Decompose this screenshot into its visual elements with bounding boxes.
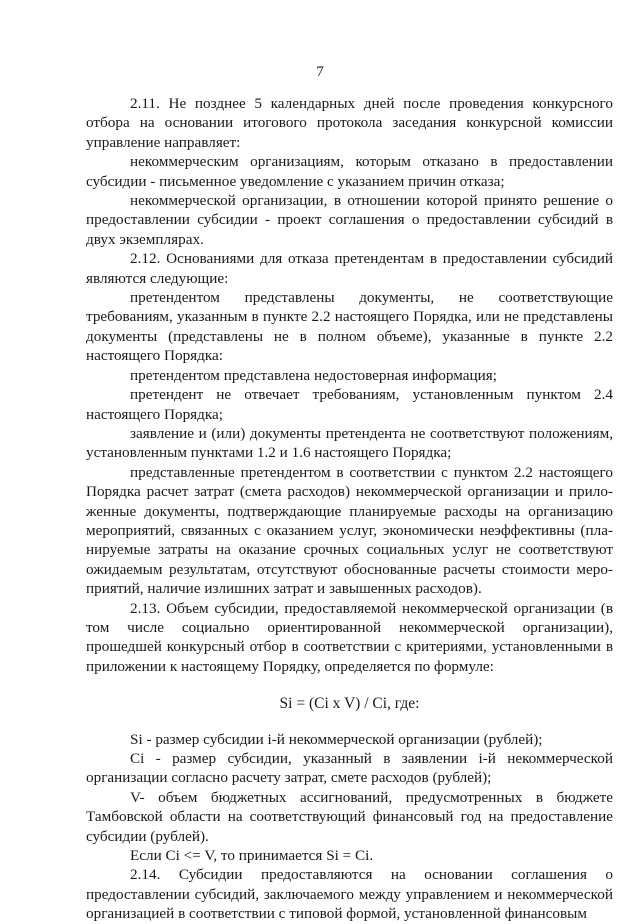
paragraph-2-13: 2.13. Объем субсидии, предоставляемой некоммерческой организации (в том числе социально ориентированной некоммерческой организации), прошедшей конкурсный отбор в соответствии с критериями, установленными в приложении к настоящему Порядку, определяется по формуле:: [86, 599, 613, 675]
paragraph-ci-condition: Если Ci <= V, то принимается Si = Ci.: [130, 847, 374, 865]
paragraph-cost-calculation: представленные претендентом в соответствии с пунктом 2.2 настоящего Порядка расчет затрат (смета расходов) некоммерческой организации и прило-женные документы, подтверждающие планируемые расходы на организацию мероприятий, связанных с оказанием услуг, экономически неэффективны (пла-нируемые затраты на оказание срочных социальных услуг не соответствуют ожидаемым результатам, отсутствуют обоснованные расчеты стоимости меро-приятий, наличие излишних затрат и завышенных расходов).: [86, 463, 613, 598]
paragraph-si-definition: Si - размер субсидии i-й некоммерческой организации (рублей);: [130, 730, 543, 748]
paragraph-refusal-notice: некоммерческим организациям, которым отказано в предоставлении субсидии - письменное уведомление с указанием причин отказа;: [86, 153, 613, 190]
document-body: [86, 94, 613, 924]
paragraph-documents-mismatch: претендентом представлены документы, не соответствующие требованиям, указанным в пункте 2.2 настоящего Порядка, или не представлены документы (представлены не в полном объеме), указанные в пункте 2.2 настоящего Порядка:: [86, 289, 613, 365]
paragraph-2-14: 2.14. Субсидии предоставляются на основании соглашения о предоставлении субсидий, заключаемого между управлением и некоммерческой организацией в соответствии с типовой формой, установленной финансовым: [86, 866, 613, 923]
subsidy-formula: Si = (Ci x V) / Ci, где:: [279, 695, 420, 713]
paragraph-unreliable-info: претендентом представлена недостоверная информация;: [130, 366, 497, 384]
paragraph-v-definition: V- объем бюджетных ассигнований, предусмотренных в бюджете Тамбовской области на соответствующий финансовый год на предоставление субсидии (рублей).: [86, 788, 613, 845]
paragraph-application-mismatch: заявление и (или) документы претендента не соответствуют положениям, установленным пунктами 1.2 и 1.6 настоящего Порядка;: [86, 424, 613, 462]
paragraph-agreement-draft: некоммерческой организации, в отношении которой принято решение о предоставлении субсидии - проект соглашения о предоставлении субсидий в двух экземплярах.: [86, 192, 613, 248]
page-number: 7: [316, 64, 324, 80]
paragraph-requirements: претендент не отвечает требованиям, установленным пунктом 2.4 настоящего Порядка;: [86, 386, 613, 423]
paragraph-2-12: 2.12. Основаниями для отказа претендентам в предоставлении субсидий являются следующие:: [86, 250, 613, 287]
paragraph-2-11: 2.11. Не позднее 5 календарных дней после проведения конкурсного отбора на основании итогового протокола заседания конкурсной комиссии управление направляет:: [86, 95, 613, 151]
paragraph-ci-definition: Ci - размер субсидии, указанный в заявлении i-й некоммерческой организации согласно расчету затрат, смете расходов (рублей);: [86, 750, 613, 787]
